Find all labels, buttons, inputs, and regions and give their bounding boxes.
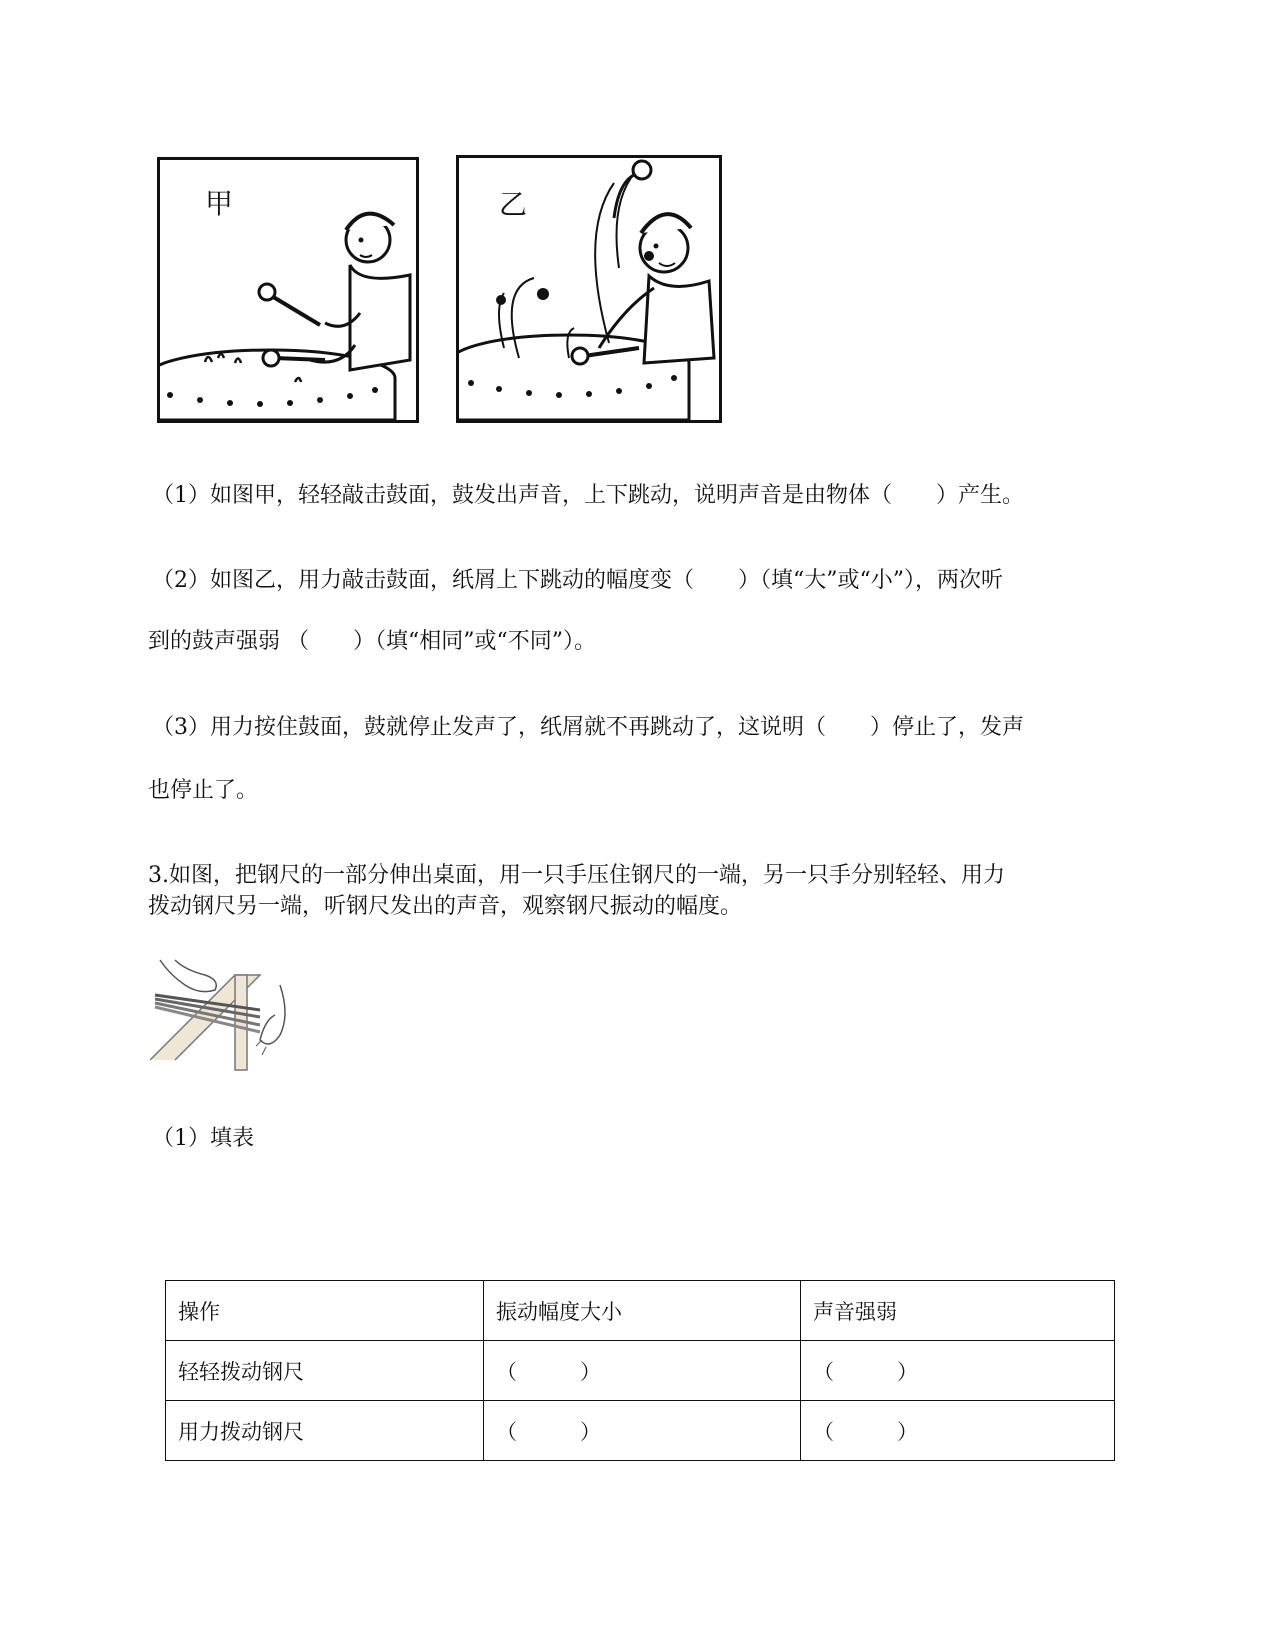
- table-cell-operation: 轻轻拨动钢尺: [166, 1341, 484, 1401]
- q3-sub1: （1）填表: [152, 1126, 254, 1151]
- figure-label-jia: 甲: [205, 187, 234, 220]
- drum-illustration-strong: [459, 158, 719, 420]
- table-header-cell: 振动幅度大小: [484, 1281, 801, 1341]
- table-row: [166, 1401, 1115, 1461]
- q2-part3-line1: （3）用力按住鼓面，鼓就停止发声了，纸屑就不再跳动了，这说明（ ）停止了，发声: [152, 715, 1025, 740]
- table-cell-answer-blank[interactable]: （ ）: [801, 1341, 1115, 1401]
- q3-stem-line2: 拨动钢尺另一端，听钢尺发出的声音，观察钢尺振动的幅度。: [148, 894, 743, 919]
- table-header-row: [166, 1281, 1115, 1341]
- drum-figure-right: [456, 155, 722, 423]
- table-header-cell: 操作: [166, 1281, 484, 1341]
- figure-label-yi: 乙: [499, 188, 528, 221]
- answer-table: [165, 1280, 1115, 1461]
- table-cell-operation: 用力拨动钢尺: [166, 1401, 484, 1461]
- q2-part2-line1: （2）如图乙，用力敲击鼓面，纸屑上下跳动的幅度变（ ）（填“大”或“小”），两次听: [152, 568, 1003, 593]
- table-cell-answer-blank[interactable]: （ ）: [484, 1401, 801, 1461]
- table-cell-answer-blank[interactable]: （ ）: [484, 1341, 801, 1401]
- drum-illustration-light: [160, 160, 416, 420]
- q2-part2-line2: 到的鼓声强弱 （ ）（填“相同”或“不同”）。: [148, 629, 596, 654]
- table-cell-answer-blank[interactable]: （ ）: [801, 1401, 1115, 1461]
- table-row: [166, 1341, 1115, 1401]
- drum-figure-left: [157, 157, 419, 423]
- q2-part1: （1）如图甲，轻轻敲击鼓面，鼓发出声音，上下跳动，说明声音是由物体（ ）产生。: [152, 483, 1025, 508]
- q2-part3-line2: 也停止了。: [148, 778, 259, 803]
- q3-stem-line1: 3.如图，把钢尺的一部分伸出桌面，用一只手压住钢尺的一端，另一只手分别轻轻、用力: [148, 863, 1005, 888]
- steel-ruler-illustration: [150, 955, 310, 1075]
- table-header-cell: 声音强弱: [801, 1281, 1115, 1341]
